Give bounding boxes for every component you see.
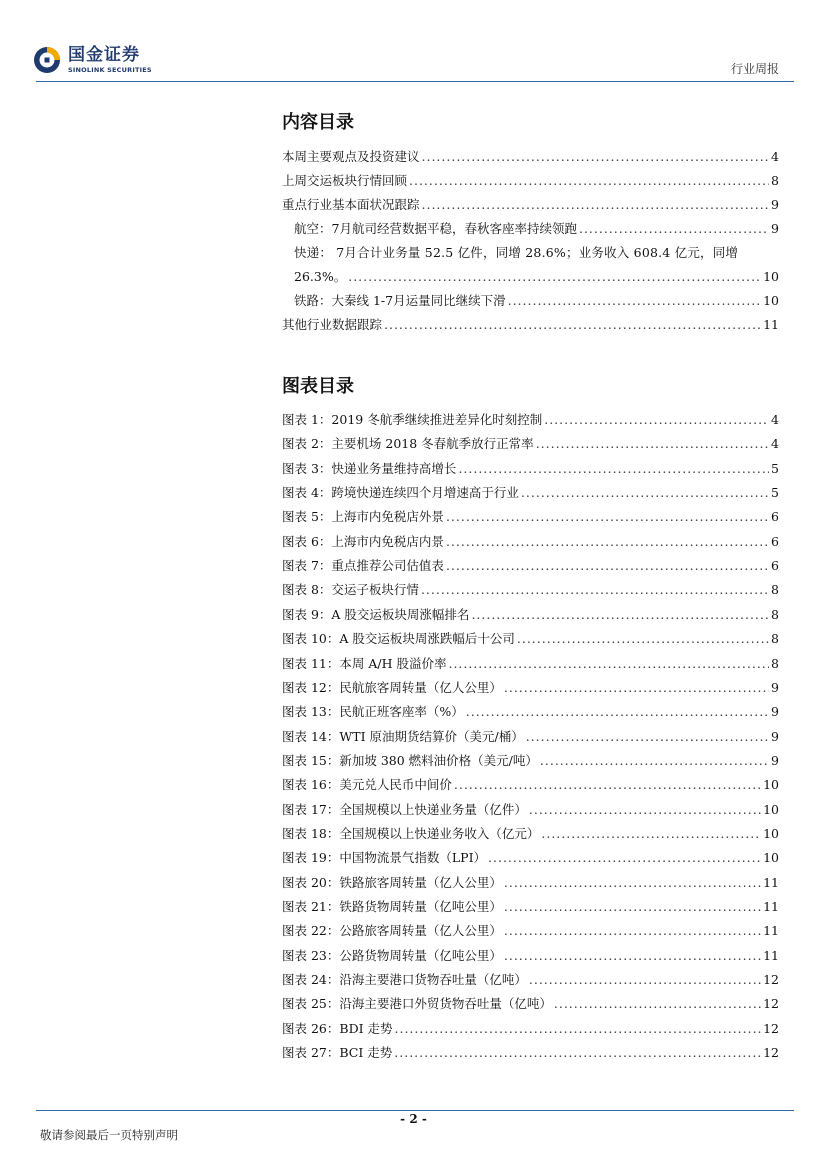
leader-dots xyxy=(421,582,769,598)
logo-chinese-name: 国金证券 xyxy=(68,44,140,65)
leader-dots xyxy=(508,293,761,309)
figure-entry[interactable] xyxy=(282,428,779,452)
figure-entry-page: 8 xyxy=(771,606,779,622)
figure-entry-page: 8 xyxy=(771,655,779,671)
figure-entry[interactable] xyxy=(282,623,779,647)
figure-entry-label: 图表 17：全国规模以上快递业务量（亿件） xyxy=(282,801,527,817)
figure-entry[interactable] xyxy=(282,453,779,477)
header-divider xyxy=(36,81,794,82)
toc-entry-label: 铁路：大秦线 1-7月运量同比继续下滑 xyxy=(294,293,506,308)
figure-entry[interactable] xyxy=(282,842,779,866)
leader-dots xyxy=(504,923,761,939)
leader-dots xyxy=(348,269,761,285)
figure-entry-page: 11 xyxy=(763,899,779,914)
leader-dots xyxy=(395,1021,762,1037)
figures-title: 图表目录 xyxy=(282,376,354,397)
report-type-label: 行业周报 xyxy=(730,62,779,76)
figure-entry-label: 图表 5：上海市内免税店外景 xyxy=(282,509,444,525)
leader-dots xyxy=(422,197,770,213)
figure-entry[interactable] xyxy=(282,1013,779,1037)
figure-entry[interactable] xyxy=(282,721,779,745)
figure-entry[interactable] xyxy=(282,769,779,793)
figure-entry-page: 4 xyxy=(771,436,779,452)
leader-dots xyxy=(529,972,761,988)
figure-entry[interactable] xyxy=(282,696,779,720)
figure-entry-page: 11 xyxy=(763,923,779,939)
figure-entry-page: 12 xyxy=(763,996,779,1012)
leader-dots xyxy=(504,875,761,891)
toc-entry-page: 10 xyxy=(763,269,779,284)
figure-entry-page: 6 xyxy=(771,509,779,525)
figure-entry-page: 10 xyxy=(763,801,779,817)
figure-entry[interactable] xyxy=(282,648,779,672)
figure-entry-label: 图表 8：交运子板块行情 xyxy=(282,582,419,598)
leader-dots xyxy=(504,680,769,696)
figure-entry-label: 图表 15：新加坡 380 燃料油价格（美元/吨） xyxy=(282,752,538,768)
logo-english-name: SINOLINK SECURITIES xyxy=(68,65,152,74)
figure-entry-page: 10 xyxy=(763,825,779,841)
figure-entry-label: 图表 13：民航正班客座率（%） xyxy=(282,704,464,720)
toc-subentry-continuation[interactable] xyxy=(294,261,779,285)
figure-entry-page: 5 xyxy=(771,460,779,476)
figure-entry[interactable] xyxy=(282,672,779,696)
toc-entry-page: 4 xyxy=(771,149,779,164)
leader-dots xyxy=(448,656,769,672)
toc-entry[interactable] xyxy=(282,189,779,213)
leader-dots xyxy=(504,948,761,964)
leader-dots xyxy=(409,173,769,189)
figure-entry[interactable] xyxy=(282,940,779,964)
figure-entry-label: 图表 6：上海市内免税店内景 xyxy=(282,533,444,549)
leader-dots xyxy=(466,704,769,720)
figure-entry[interactable] xyxy=(282,915,779,939)
figure-entry-label: 图表 14：WTI 原油期货结算价（美元/桶） xyxy=(282,728,524,744)
toc-entry-label: 快递： 7月合计业务量 52.5 亿件，同增 28.6%；业务收入 608.4 亿元，同增 xyxy=(294,245,739,260)
page-header xyxy=(0,0,827,82)
figure-entry-label: 图表 12：民航旅客周转量（亿人公里） xyxy=(282,679,502,695)
figure-entry-page: 9 xyxy=(771,704,779,720)
figure-entry-page: 12 xyxy=(763,1045,779,1061)
leader-dots xyxy=(454,777,761,793)
figure-entry[interactable] xyxy=(282,988,779,1012)
leader-dots xyxy=(579,221,769,237)
footer-divider xyxy=(36,1110,794,1111)
toc-subentry[interactable] xyxy=(294,285,779,309)
leader-dots xyxy=(394,1045,761,1061)
figure-entry-label: 图表 24：沿海主要港口货物吞吐量（亿吨） xyxy=(282,972,527,988)
leader-dots xyxy=(526,729,769,745)
toc-entry-page: 11 xyxy=(763,317,779,332)
leader-dots xyxy=(446,558,769,574)
leader-dots xyxy=(521,485,769,501)
leader-dots xyxy=(540,753,769,769)
figure-entry-page: 12 xyxy=(763,1020,779,1036)
toc-subentry[interactable] xyxy=(294,213,779,237)
leader-dots xyxy=(458,461,769,477)
figure-entry-label: 图表 2：主要机场 2018 冬春航季放行正常率 xyxy=(282,436,534,452)
footer-disclaimer: 敬请参阅最后一页特别声明 xyxy=(40,1128,178,1142)
figure-entry[interactable] xyxy=(282,964,779,988)
toc-entry-page: 8 xyxy=(771,173,779,188)
figure-entry-page: 10 xyxy=(763,850,779,866)
figure-entry-page: 11 xyxy=(763,947,779,963)
leader-dots xyxy=(529,802,761,818)
figure-entry[interactable] xyxy=(282,526,779,550)
toc-entry[interactable] xyxy=(282,309,779,333)
figure-entry-page: 8 xyxy=(771,631,779,647)
figure-entry-label: 图表 26：BDI 走势 xyxy=(282,1020,393,1036)
figure-entry[interactable] xyxy=(282,891,779,915)
leader-dots xyxy=(517,631,769,647)
toc-entry[interactable] xyxy=(282,165,779,189)
figure-entry-page: 5 xyxy=(771,485,779,501)
leader-dots xyxy=(446,509,769,525)
toc-entry-page: 9 xyxy=(771,221,779,236)
company-logo xyxy=(32,45,152,75)
figure-entry[interactable] xyxy=(282,501,779,525)
figure-entry-page: 10 xyxy=(763,777,779,793)
figure-entry-label: 图表 16：美元兑人民币中间价 xyxy=(282,777,452,793)
toc-entry-label: 上周交运板块行情回顾 xyxy=(282,173,408,188)
figure-entry[interactable] xyxy=(282,867,779,891)
figure-entry[interactable] xyxy=(282,477,779,501)
toc-subentry[interactable] xyxy=(294,237,779,261)
figure-entry-label: 图表 19：中国物流景气指数（LPI） xyxy=(282,850,487,866)
toc-entry-label: 26.3%。 xyxy=(294,269,347,284)
toc-entry-label: 重点行业基本面状况跟踪 xyxy=(282,197,420,212)
toc-entry-label: 本周主要观点及投资建议 xyxy=(282,149,420,164)
toc-entry[interactable] xyxy=(282,141,779,165)
toc-entry-label: 航空：7月航司经营数据平稳，春秋客座率持续领跑 xyxy=(294,221,577,236)
contents-title: 内容目录 xyxy=(282,112,354,133)
toc-entry-page: 10 xyxy=(763,293,779,308)
figure-entry-label: 图表 25：沿海主要港口外贸货物吞吐量（亿吨） xyxy=(282,996,552,1012)
leader-dots xyxy=(446,534,769,550)
figure-entry[interactable] xyxy=(282,404,779,428)
figure-entry-page: 12 xyxy=(763,972,779,988)
leader-dots xyxy=(554,996,761,1012)
figure-entry-page: 9 xyxy=(771,679,779,695)
leader-dots xyxy=(544,412,769,428)
figure-entry-label: 图表 20：铁路旅客周转量（亿人公里） xyxy=(282,874,502,890)
figure-entry-label: 图表 27：BCI 走势 xyxy=(282,1045,393,1061)
figure-entry-label: 图表 7：重点推荐公司估值表 xyxy=(282,558,444,574)
leader-dots xyxy=(504,899,761,915)
figure-entry[interactable] xyxy=(282,1037,779,1061)
figure-entry[interactable] xyxy=(282,599,779,623)
figure-entry-label: 图表 1：2019 冬航季继续推进差异化时刻控制 xyxy=(282,412,543,427)
figure-entry-label: 图表 21：铁路货物周转量（亿吨公里） xyxy=(282,899,502,914)
figure-entry-page: 9 xyxy=(771,728,779,744)
figure-entry[interactable] xyxy=(282,550,779,574)
page-number: - 2 - xyxy=(400,1112,427,1126)
figure-entry-label: 图表 3：快递业务量维持高增长 xyxy=(282,460,457,476)
figure-entry[interactable] xyxy=(282,794,779,818)
figure-entry[interactable] xyxy=(282,818,779,842)
figure-entry-page: 4 xyxy=(771,412,779,427)
figure-entry[interactable] xyxy=(282,745,779,769)
toc-entry-label: 其他行业数据跟踪 xyxy=(282,317,383,332)
leader-dots xyxy=(536,436,769,452)
figure-entry-label: 图表 22：公路旅客周转量（亿人公里） xyxy=(282,923,502,939)
figure-entry[interactable] xyxy=(282,574,779,598)
leader-dots xyxy=(541,826,761,842)
toc-entry-page: 9 xyxy=(771,197,779,212)
figure-entry-label: 图表 10：A 股交运板块周涨跌幅后十公司 xyxy=(282,631,515,647)
leader-dots xyxy=(488,850,761,866)
figure-entry-label: 图表 18：全国规模以上快递业务收入（亿元） xyxy=(282,825,540,841)
leader-dots xyxy=(422,149,770,165)
figure-entry-page: 11 xyxy=(763,874,779,890)
sinolink-logo-icon xyxy=(32,45,62,75)
figure-entry-label: 图表 23：公路货物周转量（亿吨公里） xyxy=(282,947,502,963)
figure-entry-page: 6 xyxy=(771,558,779,574)
figure-entry-label: 图表 11：本周 A/H 股溢价率 xyxy=(282,655,447,671)
figure-entry-page: 9 xyxy=(771,752,779,768)
figure-entry-page: 6 xyxy=(771,533,779,549)
figure-entry-label: 图表 9：A 股交运板块周涨幅排名 xyxy=(282,606,470,622)
figure-entry-label: 图表 4：跨境快递连续四个月增速高于行业 xyxy=(282,485,519,501)
leader-dots xyxy=(471,607,769,623)
leader-dots xyxy=(384,317,761,333)
figure-entry-page: 8 xyxy=(771,582,779,598)
